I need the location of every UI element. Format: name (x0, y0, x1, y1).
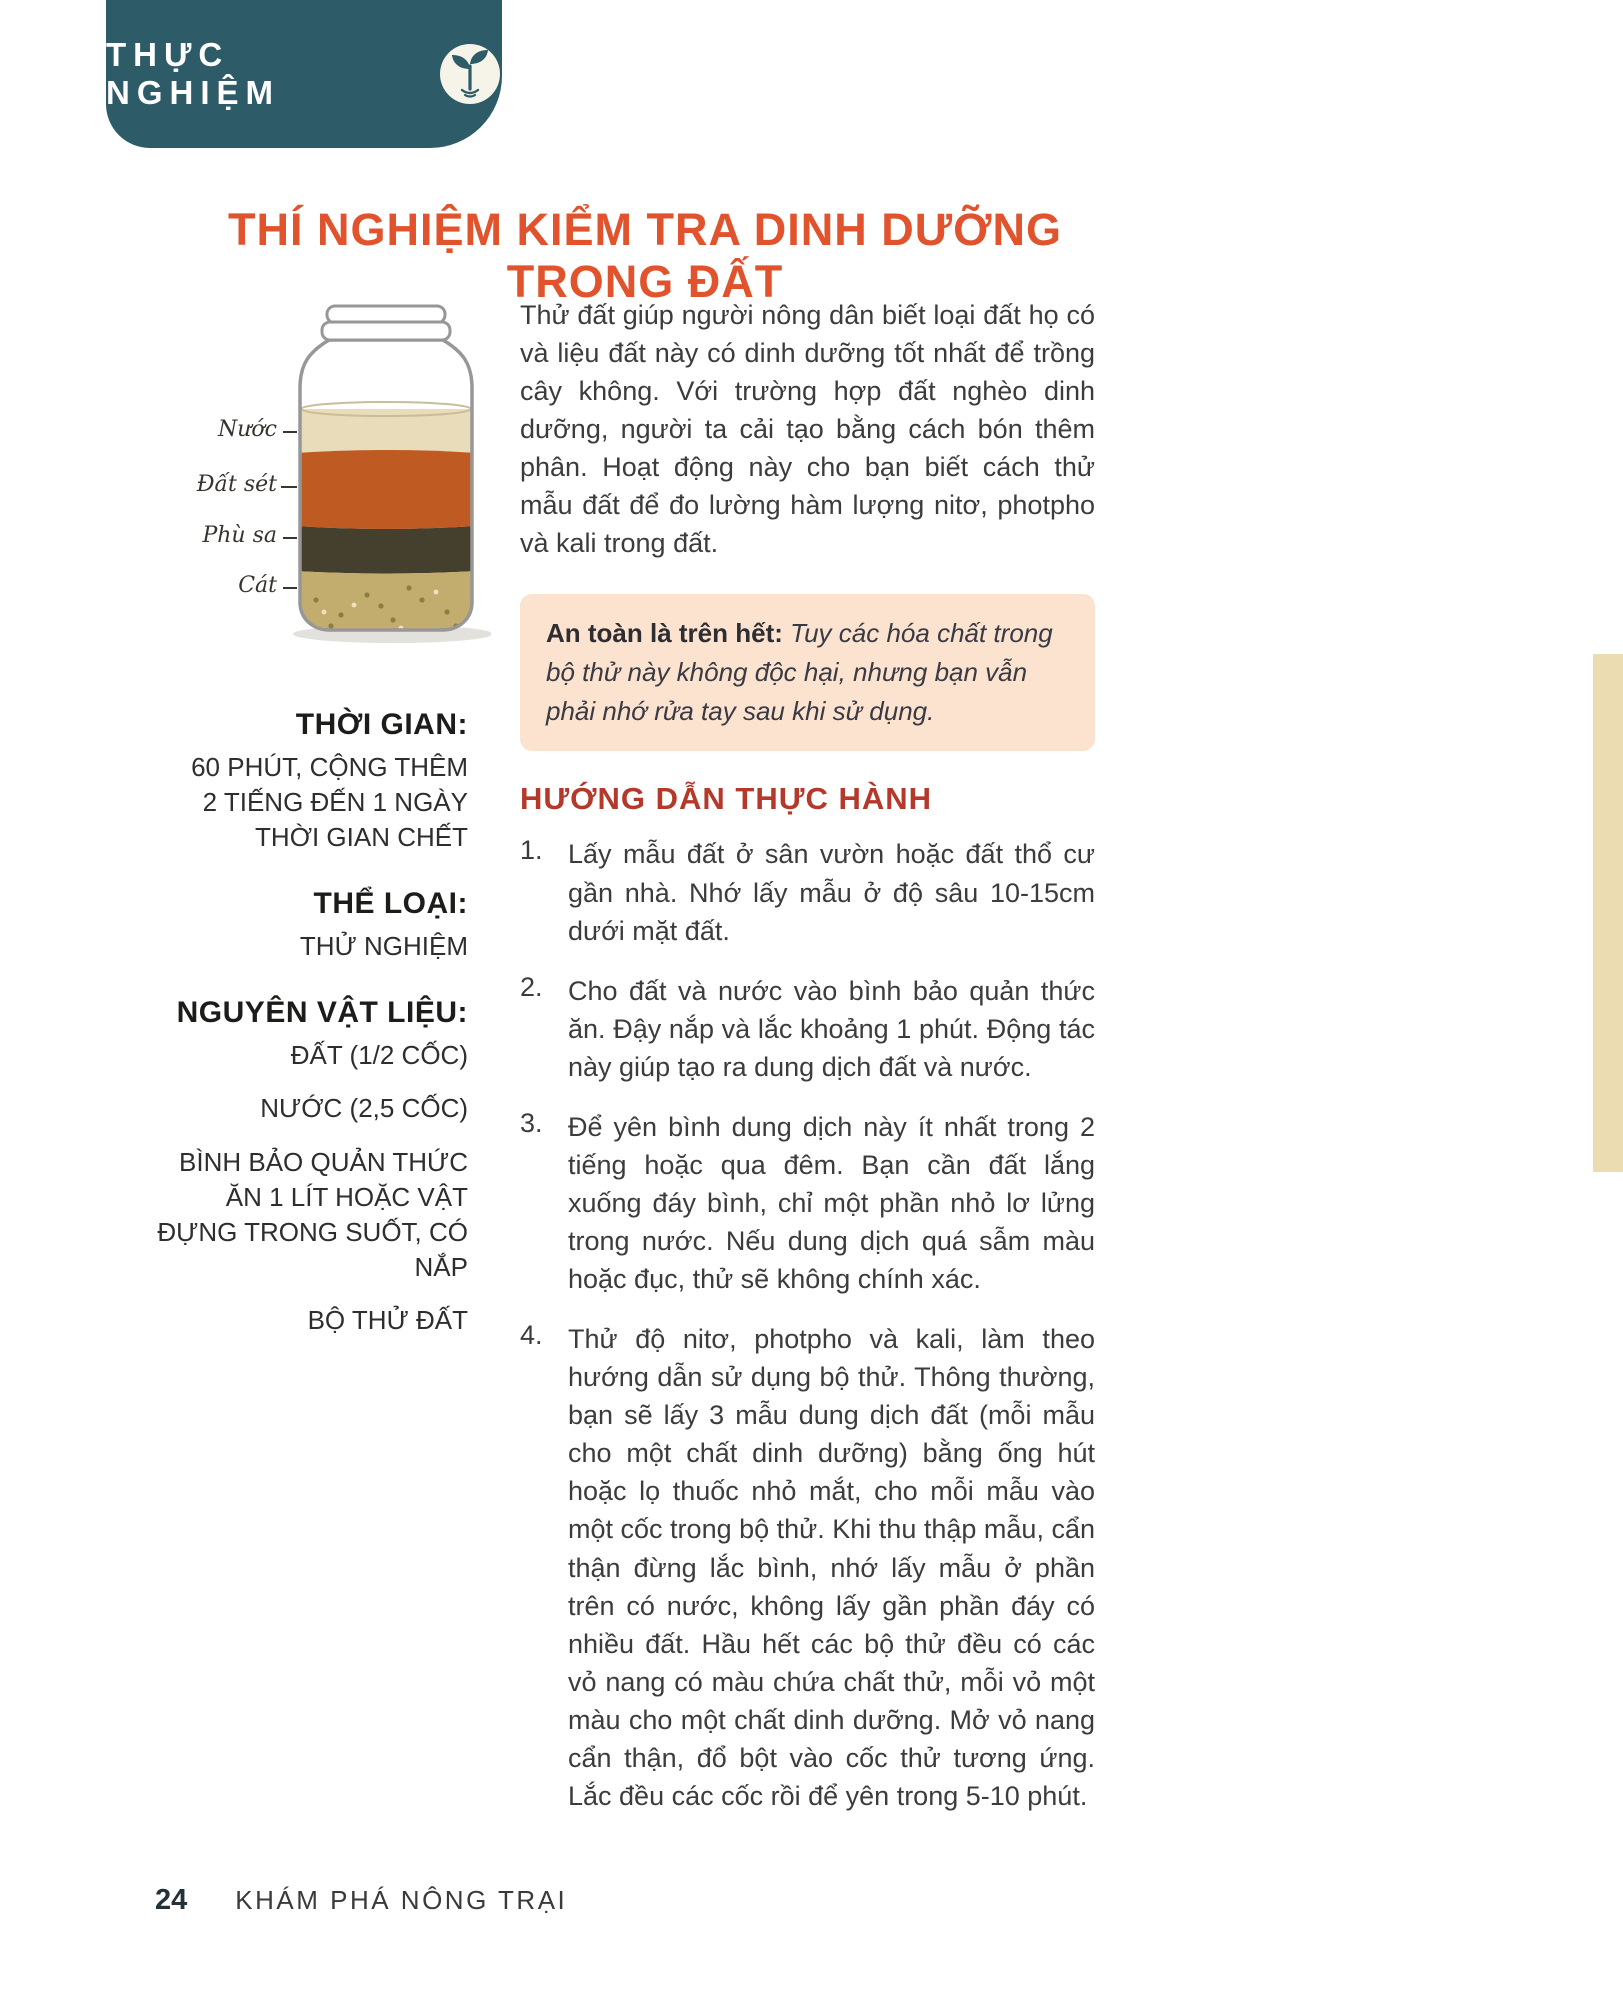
jar-label-water: Nước (218, 417, 277, 442)
jar-label-clay: Đất sét (196, 472, 277, 497)
left-column (155, 300, 500, 1338)
page-title: THÍ NGHIỆM KIỂM TRA DINH DƯỠNG TRONG ĐẤT (227, 204, 1063, 307)
safety-note-label: An toàn là trên hết: (546, 618, 783, 649)
instructions-list (520, 835, 1095, 1815)
material-item: BÌNH BẢO QUẢN THỨC ĂN 1 LÍT HOẶC VẬT ĐỰNG TRONG SUỐT, CÓ NẮP (157, 1146, 468, 1282)
sand-layer (296, 571, 476, 632)
intro-paragraph: Thử đất giúp người nông dân biết loại đất họ có và liệu đất này có dinh dưỡng tốt nhất để trồng cây không. Với trường hợp đất nghèo dinh dưỡng, người ta cải tạo bằng cách bón thêm phân. Hoạt động này cho bạn biết cách thử mẫu đất để đo lường hàm lượng nitơ, photpho và kali trong đất. (520, 300, 1095, 559)
step-number: 1. (520, 835, 543, 866)
book-title: KHÁM PHÁ NÔNG TRẠI (235, 1885, 568, 1915)
materials-heading: NGUYÊN VẬT LIỆU: (176, 996, 468, 1030)
time-line: 60 PHÚT, CỘNG THÊM (191, 752, 468, 782)
instruction-step (520, 972, 1095, 1086)
category-value: THỬ NGHIỆM (299, 931, 468, 962)
time-line: THỜI GIAN CHẾT (255, 822, 468, 853)
time-line: 2 TIẾNG ĐẾN 1 NGÀY (202, 787, 468, 818)
page-number: 24 (155, 1884, 188, 1916)
time-heading: THỜI GIAN: (295, 708, 468, 741)
step-text: Để yên bình dung dịch này ít nhất trong 2 tiếng hoặc qua đêm. Bạn cần đất lắng xuống đáy bình, chỉ một phần nhỏ lơ lửng trong nước. Nếu dung dịch quá sẫm màu hoặc đục, thử sẽ không chính xác. (568, 1111, 1095, 1295)
step-text: Lấy mẫu đất ở sân vườn hoặc đất thổ cư gần nhà. Nhớ lấy mẫu ở độ sâu 10-15cm dưới mặt đất. (568, 839, 1095, 946)
chapter-banner (106, 0, 502, 148)
instruction-step (520, 1320, 1095, 1815)
material-item: BỘ THỬ ĐẤT (307, 1304, 468, 1335)
safety-note-text: Tuy các hóa chất trong bộ thử này không độc hại, nhưng bạn vẫn phải nhớ rửa tay sau khi sử dụng. (546, 618, 1053, 727)
instruction-step (520, 835, 1095, 949)
category-heading: THỂ LOẠI: (313, 887, 468, 921)
step-number: 2. (520, 971, 543, 1002)
seedling-icon (438, 42, 502, 106)
soil-jar-illustration (191, 300, 491, 650)
instruction-step (520, 1108, 1095, 1298)
step-text: Thử độ nitơ, photpho và kali, làm theo hướng dẫn sử dụng bộ thử. Thông thường, bạn sẽ lấy 3 mẫu dung dịch đất (mỗi mẫu cho một chất dinh dưỡng) bằng ống hút hoặc lọ thuốc nhỏ mắt, cho mỗi mẫu vào một cốc trong bộ thử. Khi thu thập mẫu, cẩn thận đừng lắc bình, nhớ lấy mẫu ở phần trên có nước, không lấy gần phần đáy có nhiều đất. Hầu hết các bộ thử đều có các vỏ nang có màu chứa chất thử, mỗi vỏ một màu cho một chất dinh dưỡng. Mở vỏ nang cẩn thận, đổ bột vào cốc thử tương ứng. Lắc đều các cốc rồi để yên trong 5-10 phút. (568, 1324, 1095, 1811)
chapter-banner-label: THỰC NGHIỆM (106, 36, 280, 111)
safety-note (520, 594, 1095, 751)
instructions-heading: HƯỚNG DẪN THỰC HÀNH (520, 781, 933, 817)
step-number: 3. (520, 1107, 543, 1138)
jar-label-silt: Phù sa (202, 523, 277, 548)
main-column (520, 296, 1095, 1837)
jar-rim-bottom (322, 322, 450, 340)
info-sidebar (155, 708, 500, 1338)
step-text: Cho đất và nước vào bình bảo quản thức ăn. Đậy nắp và lắc khoảng 1 phút. Động tác này giúp tạo ra dung dịch đất và nước. (568, 975, 1095, 1082)
material-item: NƯỚC (2,5 CỐC) (260, 1093, 468, 1124)
material-item: ĐẤT (1/2 CỐC) (290, 1040, 468, 1071)
jar-rim-top (327, 306, 445, 323)
silt-layer (296, 526, 476, 574)
page-footer (155, 1884, 567, 1917)
jar-label-sand: Cát (238, 573, 277, 598)
page-edge-tab (1593, 654, 1623, 1172)
clay-layer (296, 450, 476, 529)
step-number: 4. (520, 1320, 543, 1351)
